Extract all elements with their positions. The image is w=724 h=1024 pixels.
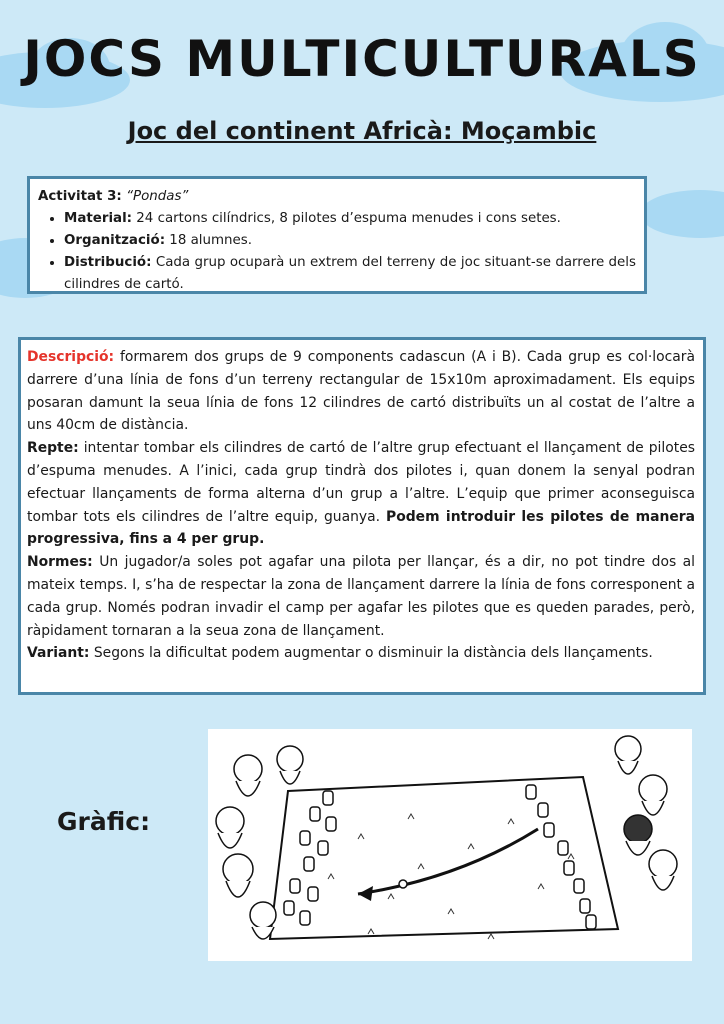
distribucio-label: Distribució:: [64, 255, 152, 270]
material-text: 24 cartons cilíndrics, 8 pilotes d’espuma menudes i cons setes.: [132, 211, 561, 226]
list-item-material: [64, 208, 636, 230]
game-illustration: [208, 729, 692, 961]
arrow-head: [358, 886, 373, 901]
activity-list: [38, 208, 636, 296]
grass-marks: [328, 814, 574, 939]
variant-label: Variant:: [27, 645, 90, 662]
ball: [399, 880, 407, 888]
throw-arrow: [358, 829, 538, 894]
description-box: [18, 337, 706, 695]
playing-field-drawing: [208, 729, 692, 961]
normes-label: Normes:: [27, 554, 93, 571]
right-players: [615, 736, 677, 890]
repte-text: intentar tombar els cilindres de cartó de l’altre grup efectuant el llançament de pilotes d’espuma menudes. A l’inici, cada grup tindrà dos pilotes i, quan donem la senyal podran efectuar llançaments de forma alterna d’un grup a l’altre. L’equip que primer aconseguisca tombar tots els cilindres de l’altre equip, guanya.: [27, 440, 695, 525]
variant-paragraph: [27, 642, 695, 665]
activity-heading: [38, 186, 636, 208]
page-subtitle: Joc del continent Africà: Moçambic: [127, 117, 597, 145]
descripcio-text: formarem dos grups de 9 components cadascun (A i B). Cada grup es col·locarà darrere d’una línia de fons d’un terreny rectangular de 15x10m aproximadament. Els equips posaran damunt la seua línia de fons 12 cilindres de cartó distribuïts un al costat de l’altre a uns 40cm de distància.: [27, 349, 695, 434]
activity-box: [27, 176, 647, 294]
repte-paragraph: [27, 437, 695, 551]
right-cylinders: [526, 785, 596, 929]
cloud-mid-right: [640, 190, 724, 238]
normes-text: Un jugador/a soles pot agafar una pilota per llançar, és a dir, no pot tindre dos al mateix temps. I, s’ha de respectar la zona de llançament darrere la línia de fons corresponent a cada grup. Només podran invadir el camp per agafar les pilotes que es queden parades, però, ràpidament tornaran a la seua zona de llançament.: [27, 554, 695, 639]
repte-bold-text: Podem introduir les pilotes de manera progressiva, fins a 4 per grup.: [27, 508, 695, 548]
organitzacio-text: 18 alumnes.: [165, 233, 253, 248]
field-outline: [270, 777, 618, 939]
descripcio-label: Descripció:: [27, 349, 115, 365]
distribucio-text: Cada grup ocuparà un extrem del terreny de joc situant-se darrere dels cilindres de cartó.: [64, 255, 636, 292]
list-item-distribucio: [64, 252, 636, 296]
organitzacio-label: Organització:: [64, 233, 166, 248]
activity-name: “Pondas”: [126, 189, 189, 204]
repte-label: Repte:: [27, 440, 79, 457]
page-title: JOCS MULTICULTURALS: [23, 30, 701, 88]
description-paragraph: [27, 346, 695, 437]
left-cylinders: [284, 791, 336, 925]
list-item-organitzacio: [64, 230, 636, 252]
variant-text: Segons la dificultat podem augmentar o disminuir la distància dels llançaments.: [89, 645, 653, 662]
graphic-label: Gràfic:: [57, 807, 151, 836]
activity-label: Activitat 3:: [38, 189, 122, 204]
normes-paragraph: [27, 551, 695, 642]
material-label: Material:: [64, 211, 133, 226]
